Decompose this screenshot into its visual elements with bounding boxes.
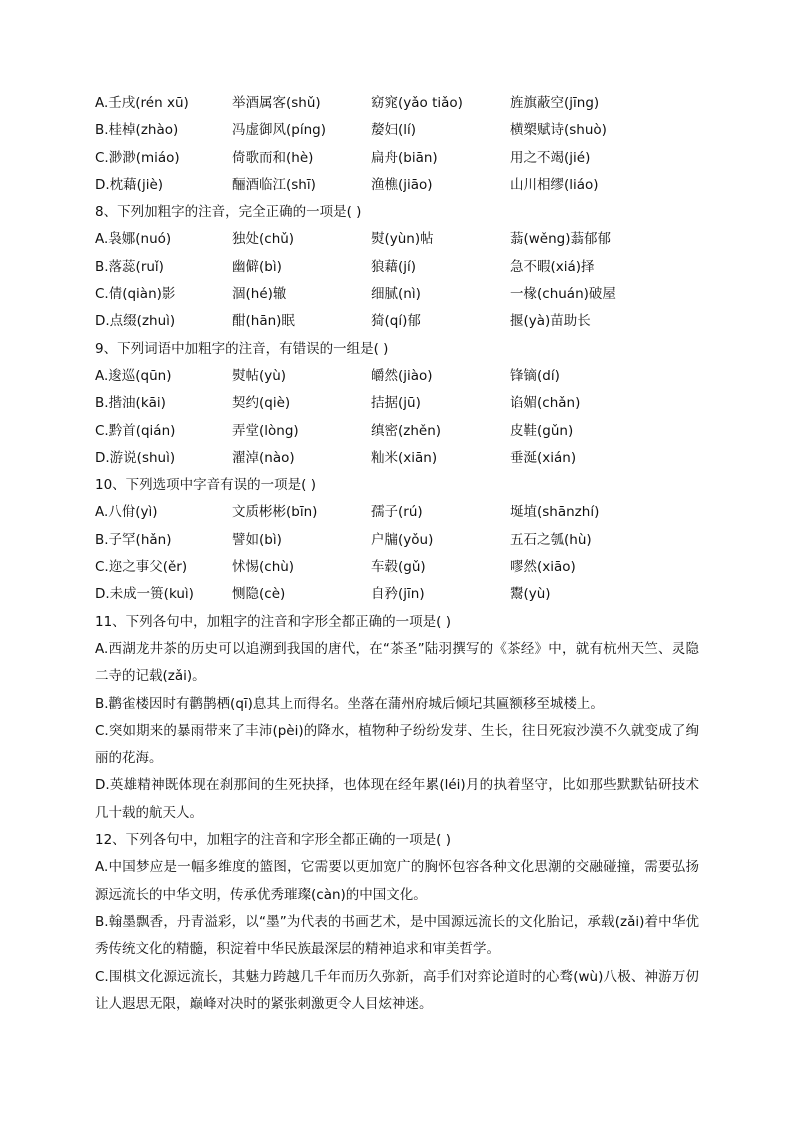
option-cell: 冯虚御风(píng)	[232, 122, 326, 139]
option-row	[95, 308, 725, 335]
option-cell: 嘐然(xiāo)	[510, 559, 576, 576]
question-10	[95, 472, 725, 608]
question-7-options	[95, 90, 725, 199]
option-cell: 户牖(yǒu)	[371, 531, 434, 548]
option-cell: B.子罕(hǎn)	[95, 531, 172, 548]
option-cell: 扁舟(biān)	[371, 149, 438, 166]
option-row	[95, 281, 725, 308]
question-12	[95, 827, 725, 1018]
option-cell: 渔樵(jiāo)	[371, 176, 433, 193]
option-row	[95, 499, 725, 526]
option-row	[95, 226, 725, 253]
option-row	[95, 581, 725, 608]
option-cell: 五石之瓠(hù)	[510, 531, 592, 548]
question-title: 12、下列各句中，加粗字的注音和字形全都正确的一项是( )	[95, 832, 452, 849]
option-cell: A.八佾(yì)	[95, 504, 158, 521]
exam-content	[95, 90, 725, 1018]
option-cell: 锋镝(dí)	[510, 367, 560, 384]
option-row	[95, 390, 725, 417]
option-cell: D.未成一篑(kuì)	[95, 586, 194, 603]
option-cell: A.袅娜(nuó)	[95, 231, 172, 248]
option-cell: 涸(hé)辙	[232, 286, 287, 303]
option-cell: C.黔首(qián)	[95, 422, 176, 439]
option-paragraph: C.围棋文化源远流长，其魅力跨越几千年而历久弥新，高手们对弈论道时的心骛(wù)八极、神游万仞让人遐思无限，巅峰对决时的紧张刺激更令人目炫神迷。	[95, 968, 699, 1012]
option-cell: A.壬戌(rén xū)	[95, 95, 189, 111]
option-cell: 窈窕(yǎo tiǎo)	[371, 95, 463, 111]
option-cell: 熨(yùn)帖	[371, 231, 434, 248]
option-cell: 揠(yà)苗助长	[510, 313, 591, 330]
option-cell: 酾酒临江(shī)	[232, 176, 316, 193]
option-cell: 猗(qí)郁	[371, 313, 421, 330]
option-cell: 倚歌而和(hè)	[232, 149, 314, 166]
option-row	[95, 445, 725, 472]
option-cell: 契约(qiè)	[232, 395, 291, 412]
option-row	[95, 527, 725, 554]
option-paragraph: C.突如期来的暴雨带来了丰沛(pèi)的降水，植物种子纷纷发芽、生长，往日死寂沙漠不久就变成了绚丽的花海。	[95, 722, 699, 767]
option-cell: 自矜(jīn)	[371, 586, 425, 603]
option-paragraph: B.翰墨飘香，丹青溢彩，以“墨”为代表的书画艺术，是中国源远流长的文化胎记，承载(zǎi)着中华优秀传统文化的精髓，积淀着中华民族最深层的精神追求和审美哲学。	[95, 913, 699, 958]
question-title: 8、下列加粗字的注音，完全正确的一项是( )	[95, 204, 362, 221]
option-cell: C.渺渺(miáo)	[95, 149, 180, 166]
option-cell: 车毂(gǔ)	[371, 559, 426, 576]
option-cell: 文质彬彬(bīn)	[232, 504, 318, 521]
option-cell: 急不暇(xiá)择	[510, 258, 595, 275]
option-cell: B.揩油(kāi)	[95, 395, 166, 412]
option-cell: 熨帖(yù)	[232, 367, 287, 384]
option-row	[95, 254, 725, 281]
option-cell: 皮鞋(gǔn)	[510, 422, 574, 439]
option-cell: 恻隐(cè)	[232, 586, 286, 603]
option-cell: 狼藉(jí)	[371, 258, 417, 275]
option-row	[95, 554, 725, 581]
option-cell: 皭然(jiào)	[371, 367, 433, 384]
option-cell: 缜密(zhěn)	[371, 422, 442, 439]
option-row	[95, 90, 725, 117]
option-row	[95, 145, 725, 172]
option-cell: B.落蕊(ruǐ)	[95, 258, 164, 275]
option-cell: 怵惕(chù)	[232, 559, 295, 576]
option-cell: 用之不竭(jié)	[510, 149, 591, 166]
option-cell: 孺子(rú)	[371, 504, 423, 521]
option-paragraph: A.中国梦应是一幅多维度的篮图，它需要以更加宽广的胸怀包容各种文化思潮的交融碰撞，需要弘扬源远流长的中华文明，传承优秀璀璨(càn)的中国文化。	[95, 859, 699, 903]
option-cell: 蓊(wěng)蓊郁郁	[510, 231, 612, 248]
option-cell: 旌旗蔽空(jīng)	[510, 95, 600, 111]
option-cell: 山川相缪(liáo)	[510, 176, 599, 193]
option-cell: 拮据(jū)	[371, 395, 421, 412]
option-row	[95, 363, 725, 390]
option-cell: 垂涎(xián)	[510, 449, 577, 466]
option-cell: 细腻(nì)	[371, 286, 421, 303]
question-9	[95, 336, 725, 472]
option-cell: 籼米(xiān)	[371, 449, 438, 466]
option-cell: D.枕藉(jiè)	[95, 176, 164, 193]
option-cell: 譬如(bì)	[232, 531, 282, 548]
option-cell: 埏埴(shānzhí)	[510, 504, 600, 521]
option-cell: 幽僻(bì)	[232, 258, 282, 275]
option-cell: 举酒属客(shǔ)	[232, 95, 321, 111]
question-title: 11、下列各句中，加粗字的注音和字形全都正确的一项是( )	[95, 613, 452, 630]
option-row	[95, 172, 725, 199]
option-paragraph: D.英雄精神既体现在刹那间的生死抉择，也体现在经年累(léi)月的执着坚守，比如那些默默钻研技术几十载的航天人。	[95, 777, 699, 821]
option-cell: 嫠妇(lí)	[371, 122, 417, 139]
option-row	[95, 117, 725, 144]
option-cell: 鬻(yù)	[510, 586, 551, 603]
option-paragraph: B.鹳雀楼因时有鹳鹊栖(qī)息其上而得名。坐落在蒲州府城后倾圮其匾额移至城楼上。	[95, 695, 604, 712]
option-cell: A.逡巡(qūn)	[95, 367, 172, 384]
option-cell: C.迩之事父(ěr)	[95, 559, 188, 576]
option-cell: D.点缀(zhuì)	[95, 313, 176, 330]
option-cell: 酣(hān)眠	[232, 313, 295, 330]
option-row	[95, 418, 725, 445]
question-title: 9、下列词语中加粗字的注音，有错误的一组是( )	[95, 340, 389, 357]
option-cell: 濯淖(nào)	[232, 449, 295, 466]
option-cell: 弄堂(lòng)	[232, 422, 299, 439]
option-cell: B.桂棹(zhào)	[95, 122, 179, 139]
question-11	[95, 609, 725, 827]
option-cell: 一椽(chuán)破屋	[510, 286, 616, 303]
option-cell: 独处(chǔ)	[232, 231, 295, 248]
option-cell: 谄媚(chǎn)	[510, 395, 581, 412]
option-cell: D.游说(shuì)	[95, 449, 176, 466]
question-title: 10、下列选项中字音有误的一项是( )	[95, 477, 317, 494]
question-8	[95, 199, 725, 335]
option-cell: C.倩(qiàn)影	[95, 286, 176, 303]
option-cell: 横槊赋诗(shuò)	[510, 122, 607, 139]
option-paragraph: A.西湖龙井茶的历史可以追溯到我国的唐代，在“茶圣”陆羽撰写的《茶经》中，就有杭州天竺、灵隐二寺的记载(zǎi)。	[95, 640, 699, 685]
